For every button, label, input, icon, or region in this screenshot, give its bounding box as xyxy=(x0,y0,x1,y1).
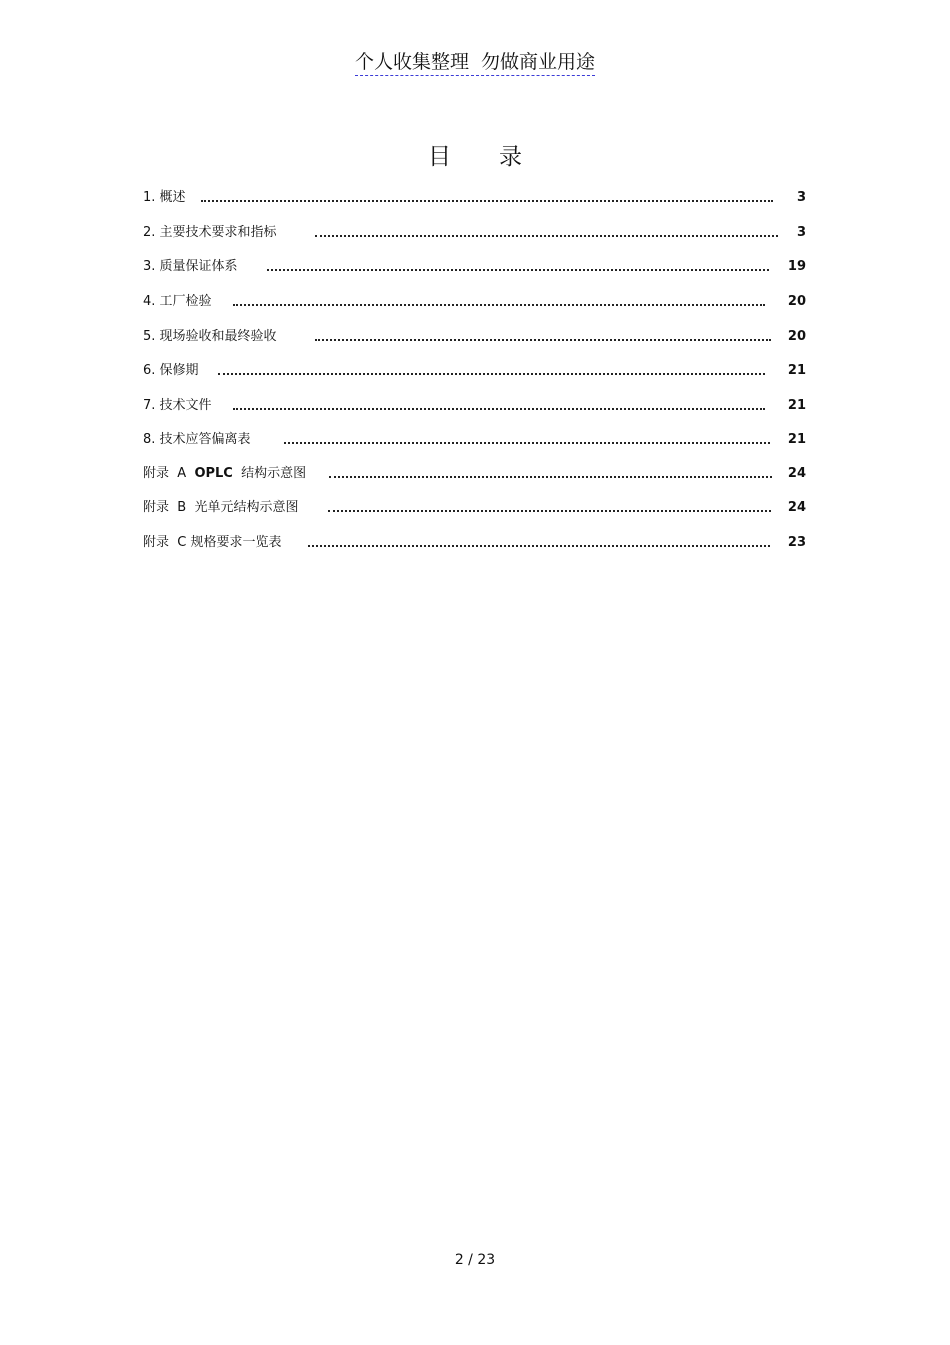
toc-leader-dots xyxy=(218,373,765,375)
toc-entry-label: 3. 质量保证体系 xyxy=(143,259,238,274)
toc-entry-label: 7. 技术文件 xyxy=(143,398,212,413)
toc-page-number: 21 xyxy=(787,363,806,378)
toc-page-number: 20 xyxy=(787,329,806,344)
toc-page-number: 24 xyxy=(787,500,806,515)
toc-entry-label: 8. 技术应答偏离表 xyxy=(143,432,251,447)
toc-entry-label: 6. 保修期 xyxy=(143,363,199,378)
toc-page-number: 20 xyxy=(787,294,806,309)
toc-entry-label: 4. 工厂检验 xyxy=(143,294,212,309)
toc-page-number: 3 xyxy=(796,225,806,240)
toc-leader-dots xyxy=(201,200,773,202)
toc-leader-dots xyxy=(233,408,765,410)
toc-entry-label: 1. 概述 xyxy=(143,190,186,205)
toc-leader-dots xyxy=(328,510,771,512)
toc-entry-label: 附录 C 规格要求一览表 xyxy=(143,535,282,550)
toc-leader-dots xyxy=(329,476,772,478)
toc-page-number: 24 xyxy=(787,466,806,481)
toc-page-number: 21 xyxy=(787,398,806,413)
toc-entry-label: 附录 B 光单元结构示意图 xyxy=(143,500,299,515)
toc-entry-label: 2. 主要技术要求和指标 xyxy=(143,225,277,240)
toc-page-number: 19 xyxy=(787,259,806,274)
toc-entry-label: 5. 现场验收和最终验收 xyxy=(143,329,277,344)
toc-leader-dots xyxy=(308,545,770,547)
toc-entry-label-bold: OPLC xyxy=(194,466,233,481)
toc-leader-dots xyxy=(315,235,778,237)
toc-entry-label xyxy=(143,465,306,483)
toc-entry-label-suffix: 结构示意图 xyxy=(232,466,307,481)
page-indicator: 2 / 23 xyxy=(454,1252,496,1268)
header-watermark xyxy=(0,47,950,74)
toc-page-number: 21 xyxy=(787,432,806,447)
toc-leader-dots xyxy=(267,269,769,271)
toc-leader-dots xyxy=(233,304,765,306)
toc-page-number: 3 xyxy=(796,190,806,205)
watermark-text: 个人收集整理 勿做商业用途 xyxy=(355,51,595,76)
toc-leader-dots xyxy=(284,442,770,444)
toc-page-number: 23 xyxy=(787,535,806,550)
toc-entry-label-prefix: 附录 A xyxy=(143,466,195,481)
toc-title: 目录 xyxy=(428,144,570,170)
toc-leader-dots xyxy=(315,339,771,341)
